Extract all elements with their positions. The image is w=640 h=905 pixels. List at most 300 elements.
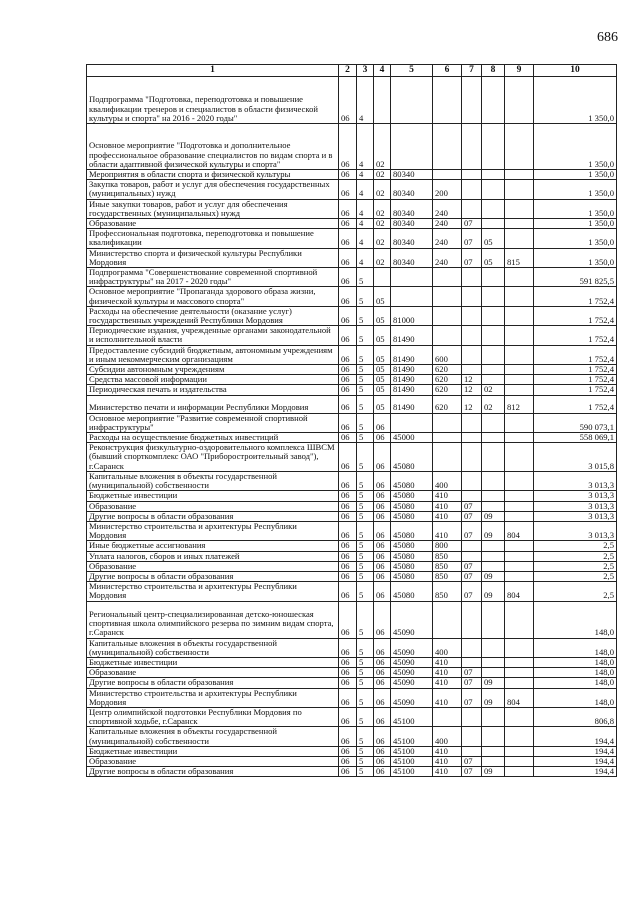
table-row bbox=[87, 582, 617, 601]
row-code-8 bbox=[482, 180, 505, 199]
table-row bbox=[87, 268, 617, 287]
row-code-4 bbox=[374, 77, 391, 124]
row-amount: 591 825,5 bbox=[534, 268, 617, 287]
row-code-5: 80340 bbox=[391, 219, 433, 229]
row-code-7 bbox=[462, 180, 482, 199]
row-code-4: 06 bbox=[374, 767, 391, 777]
row-code-7 bbox=[462, 306, 482, 325]
row-code-3: 5 bbox=[357, 746, 374, 756]
row-code-8 bbox=[482, 306, 505, 325]
row-code-8 bbox=[482, 638, 505, 657]
row-name: Основное мероприятие "Пропаганда здорового образа жизни, физической культуры и массового спорта" bbox=[87, 287, 339, 306]
row-code-8 bbox=[482, 433, 505, 443]
table-header bbox=[87, 65, 617, 77]
row-code-9 bbox=[505, 413, 534, 432]
row-code-2: 06 bbox=[339, 638, 357, 657]
table-row bbox=[87, 199, 617, 218]
table-body bbox=[87, 77, 617, 777]
row-name: Министерство спорта и физической культуры Республики Мордовия bbox=[87, 248, 339, 267]
row-code-8 bbox=[482, 471, 505, 490]
row-code-4: 02 bbox=[374, 180, 391, 199]
row-name: Расходы на осуществление бюджетных инвестиций bbox=[87, 433, 339, 443]
row-code-7: 07 bbox=[462, 668, 482, 678]
row-amount: 1 752,4 bbox=[534, 306, 617, 325]
row-name: Подпрограмма "Совершенствование современной спортивной инфраструктуры" на 2017 - 2020 годы" bbox=[87, 268, 339, 287]
row-code-8 bbox=[482, 491, 505, 501]
table-row bbox=[87, 511, 617, 521]
row-code-5: 45080 bbox=[391, 443, 433, 472]
row-code-4: 06 bbox=[374, 541, 391, 551]
row-code-6: 850 bbox=[433, 571, 462, 581]
table-row bbox=[87, 124, 617, 170]
row-name: Уплата налогов, сборов и иных платежей bbox=[87, 551, 339, 561]
row-code-4: 06 bbox=[374, 746, 391, 756]
row-code-3: 5 bbox=[357, 756, 374, 766]
row-code-2: 06 bbox=[339, 413, 357, 432]
row-amount: 3 013,3 bbox=[534, 521, 617, 540]
row-code-6: 410 bbox=[433, 657, 462, 667]
row-code-5: 80340 bbox=[391, 180, 433, 199]
row-code-7: 07 bbox=[462, 248, 482, 267]
row-code-2: 06 bbox=[339, 248, 357, 267]
table-row bbox=[87, 688, 617, 707]
row-name: Образование bbox=[87, 501, 339, 511]
row-amount: 1 350,0 bbox=[534, 170, 617, 180]
row-code-5 bbox=[391, 287, 433, 306]
row-code-7: 07 bbox=[462, 229, 482, 248]
row-code-4: 05 bbox=[374, 306, 391, 325]
row-amount: 1 350,0 bbox=[534, 124, 617, 170]
row-code-8 bbox=[482, 413, 505, 432]
table-row bbox=[87, 541, 617, 551]
row-code-7: 12 bbox=[462, 385, 482, 395]
row-code-5 bbox=[391, 124, 433, 170]
row-code-6 bbox=[433, 306, 462, 325]
row-code-2: 06 bbox=[339, 375, 357, 385]
row-code-7: 07 bbox=[462, 756, 482, 766]
row-code-7 bbox=[462, 551, 482, 561]
row-code-6: 410 bbox=[433, 501, 462, 511]
row-code-7: 07 bbox=[462, 501, 482, 511]
row-code-3: 5 bbox=[357, 521, 374, 540]
row-code-5: 45080 bbox=[391, 491, 433, 501]
row-code-2: 06 bbox=[339, 521, 357, 540]
row-amount: 194,4 bbox=[534, 727, 617, 746]
row-code-2: 06 bbox=[339, 571, 357, 581]
row-code-3: 5 bbox=[357, 638, 374, 657]
row-code-6: 410 bbox=[433, 521, 462, 540]
row-code-4: 06 bbox=[374, 688, 391, 707]
col-header-3: 3 bbox=[357, 65, 374, 77]
row-code-6: 400 bbox=[433, 471, 462, 490]
row-code-7: 12 bbox=[462, 395, 482, 413]
row-code-7: 07 bbox=[462, 561, 482, 571]
table-row bbox=[87, 77, 617, 124]
row-code-7 bbox=[462, 727, 482, 746]
row-code-6 bbox=[433, 443, 462, 472]
row-code-6: 410 bbox=[433, 511, 462, 521]
row-code-2: 06 bbox=[339, 180, 357, 199]
row-code-2: 06 bbox=[339, 551, 357, 561]
row-code-5: 45100 bbox=[391, 756, 433, 766]
row-name: Образование bbox=[87, 219, 339, 229]
row-code-5: 45090 bbox=[391, 668, 433, 678]
table-row bbox=[87, 433, 617, 443]
row-code-7: 07 bbox=[462, 571, 482, 581]
row-amount: 3 013,3 bbox=[534, 471, 617, 490]
table-row bbox=[87, 170, 617, 180]
row-amount: 3 013,3 bbox=[534, 491, 617, 501]
row-code-2: 06 bbox=[339, 541, 357, 551]
row-amount: 2,5 bbox=[534, 561, 617, 571]
row-code-8: 02 bbox=[482, 385, 505, 395]
table-row bbox=[87, 248, 617, 267]
row-code-4: 02 bbox=[374, 124, 391, 170]
row-name: Капитальные вложения в объекты государственной (муниципальной) собственности bbox=[87, 471, 339, 490]
row-code-9 bbox=[505, 268, 534, 287]
row-code-8: 05 bbox=[482, 229, 505, 248]
col-header-8: 8 bbox=[482, 65, 505, 77]
row-code-3: 4 bbox=[357, 77, 374, 124]
row-code-2: 06 bbox=[339, 268, 357, 287]
row-code-6: 850 bbox=[433, 561, 462, 571]
table-row bbox=[87, 365, 617, 375]
row-code-3: 5 bbox=[357, 365, 374, 375]
row-code-8 bbox=[482, 124, 505, 170]
row-code-9 bbox=[505, 180, 534, 199]
row-code-3: 5 bbox=[357, 385, 374, 395]
row-code-5: 45080 bbox=[391, 571, 433, 581]
row-code-3: 5 bbox=[357, 306, 374, 325]
row-name: Образование bbox=[87, 756, 339, 766]
row-code-8 bbox=[482, 443, 505, 472]
row-code-3: 5 bbox=[357, 433, 374, 443]
row-code-2: 06 bbox=[339, 287, 357, 306]
row-amount: 148,0 bbox=[534, 657, 617, 667]
row-code-9 bbox=[505, 668, 534, 678]
row-code-9: 815 bbox=[505, 248, 534, 267]
row-name: Другие вопросы в области образования bbox=[87, 678, 339, 688]
row-code-2: 06 bbox=[339, 668, 357, 678]
row-code-6: 240 bbox=[433, 229, 462, 248]
row-code-5: 80340 bbox=[391, 170, 433, 180]
row-code-8: 09 bbox=[482, 767, 505, 777]
row-code-4: 05 bbox=[374, 395, 391, 413]
row-code-2: 06 bbox=[339, 229, 357, 248]
row-code-9: 812 bbox=[505, 395, 534, 413]
row-code-3: 5 bbox=[357, 491, 374, 501]
row-code-3: 4 bbox=[357, 219, 374, 229]
row-code-2: 06 bbox=[339, 77, 357, 124]
row-code-9 bbox=[505, 678, 534, 688]
row-code-8 bbox=[482, 375, 505, 385]
table-row bbox=[87, 756, 617, 766]
row-code-3: 4 bbox=[357, 170, 374, 180]
row-code-9 bbox=[505, 501, 534, 511]
row-code-4: 06 bbox=[374, 668, 391, 678]
row-code-8 bbox=[482, 541, 505, 551]
row-code-5: 45100 bbox=[391, 707, 433, 726]
row-name: Региональный центр-специализированная детско-юношеская спортивная школа олимпийского резерва по зимним видам спорта, г.Саранск bbox=[87, 601, 339, 638]
row-code-4: 06 bbox=[374, 657, 391, 667]
row-code-5: 45090 bbox=[391, 688, 433, 707]
row-code-7 bbox=[462, 443, 482, 472]
row-code-4: 02 bbox=[374, 170, 391, 180]
row-code-6: 410 bbox=[433, 746, 462, 756]
row-code-3: 5 bbox=[357, 561, 374, 571]
row-code-8: 09 bbox=[482, 678, 505, 688]
table-row bbox=[87, 491, 617, 501]
row-amount: 1 752,4 bbox=[534, 395, 617, 413]
row-code-9 bbox=[505, 601, 534, 638]
row-code-9 bbox=[505, 365, 534, 375]
row-code-9 bbox=[505, 727, 534, 746]
row-amount: 194,4 bbox=[534, 767, 617, 777]
row-code-8: 09 bbox=[482, 571, 505, 581]
row-code-7 bbox=[462, 268, 482, 287]
row-code-5: 80340 bbox=[391, 248, 433, 267]
row-code-9 bbox=[505, 229, 534, 248]
row-code-5: 81490 bbox=[391, 365, 433, 375]
table-row bbox=[87, 657, 617, 667]
row-code-6: 400 bbox=[433, 638, 462, 657]
row-code-2: 06 bbox=[339, 511, 357, 521]
row-code-5: 45100 bbox=[391, 727, 433, 746]
row-name: Образование bbox=[87, 561, 339, 571]
row-code-2: 06 bbox=[339, 385, 357, 395]
row-code-7 bbox=[462, 491, 482, 501]
row-code-6 bbox=[433, 77, 462, 124]
row-code-8 bbox=[482, 170, 505, 180]
row-code-5: 45080 bbox=[391, 582, 433, 601]
row-code-5: 81000 bbox=[391, 306, 433, 325]
row-code-2: 06 bbox=[339, 345, 357, 364]
row-code-4: 06 bbox=[374, 756, 391, 766]
row-code-2: 06 bbox=[339, 170, 357, 180]
row-code-8 bbox=[482, 551, 505, 561]
row-code-9: 804 bbox=[505, 521, 534, 540]
row-code-2: 06 bbox=[339, 561, 357, 571]
table-row bbox=[87, 601, 617, 638]
row-code-5: 45080 bbox=[391, 501, 433, 511]
row-code-4: 05 bbox=[374, 375, 391, 385]
table-row bbox=[87, 345, 617, 364]
row-code-5: 45080 bbox=[391, 541, 433, 551]
row-code-9 bbox=[505, 707, 534, 726]
row-code-4: 02 bbox=[374, 248, 391, 267]
row-code-2: 06 bbox=[339, 657, 357, 667]
row-code-5: 45090 bbox=[391, 601, 433, 638]
row-code-7 bbox=[462, 345, 482, 364]
row-code-3: 5 bbox=[357, 657, 374, 667]
row-code-7: 07 bbox=[462, 688, 482, 707]
row-name: Образование bbox=[87, 668, 339, 678]
row-name: Бюджетные инвестиции bbox=[87, 491, 339, 501]
row-amount: 2,5 bbox=[534, 582, 617, 601]
col-header-9: 9 bbox=[505, 65, 534, 77]
row-code-2: 06 bbox=[339, 433, 357, 443]
row-code-5: 45080 bbox=[391, 511, 433, 521]
row-code-9 bbox=[505, 491, 534, 501]
row-name: Основное мероприятие "Подготовка и дополнительное профессиональное образование специалистов по видам спорта и в области адаптивной физической культуры и спорта" bbox=[87, 124, 339, 170]
row-name: Капитальные вложения в объекты государственной (муниципальной) собственности bbox=[87, 638, 339, 657]
row-name: Бюджетные инвестиции bbox=[87, 746, 339, 756]
row-code-5: 45100 bbox=[391, 767, 433, 777]
row-code-8 bbox=[482, 287, 505, 306]
row-code-7 bbox=[462, 601, 482, 638]
row-code-8 bbox=[482, 219, 505, 229]
table-row bbox=[87, 395, 617, 413]
row-code-9: 804 bbox=[505, 688, 534, 707]
row-amount: 2,5 bbox=[534, 541, 617, 551]
row-amount: 806,8 bbox=[534, 707, 617, 726]
row-code-9 bbox=[505, 767, 534, 777]
row-code-3: 4 bbox=[357, 248, 374, 267]
col-header-name: 1 bbox=[87, 65, 339, 77]
row-code-5: 45090 bbox=[391, 657, 433, 667]
row-code-4: 02 bbox=[374, 199, 391, 218]
row-code-3: 5 bbox=[357, 268, 374, 287]
row-code-5: 81490 bbox=[391, 375, 433, 385]
row-code-6: 620 bbox=[433, 365, 462, 375]
row-code-2: 06 bbox=[339, 746, 357, 756]
col-header-4: 4 bbox=[374, 65, 391, 77]
row-code-6: 620 bbox=[433, 385, 462, 395]
row-code-9 bbox=[505, 657, 534, 667]
row-code-8 bbox=[482, 501, 505, 511]
row-code-8: 09 bbox=[482, 521, 505, 540]
row-name: Предоставление субсидий бюджетным, автономным учреждениям и иным некоммерческим организациям bbox=[87, 345, 339, 364]
row-code-7: 07 bbox=[462, 219, 482, 229]
row-amount: 3 013,3 bbox=[534, 501, 617, 511]
row-amount: 1 752,4 bbox=[534, 365, 617, 375]
row-name: Министерство строительства и архитектуры Республики Мордовия bbox=[87, 521, 339, 540]
row-code-5: 45100 bbox=[391, 746, 433, 756]
row-code-4: 02 bbox=[374, 229, 391, 248]
row-code-3: 4 bbox=[357, 124, 374, 170]
row-code-3: 5 bbox=[357, 501, 374, 511]
row-name: Подпрограмма "Подготовка, переподготовка и повышение квалификации тренеров и специалистов в области физической культуры и спорта" на 2016 - 2020 годы" bbox=[87, 77, 339, 124]
row-code-4: 02 bbox=[374, 219, 391, 229]
col-header-6: 6 bbox=[433, 65, 462, 77]
row-code-3: 5 bbox=[357, 471, 374, 490]
row-code-7 bbox=[462, 657, 482, 667]
row-name: Центр олимпийской подготовки Республики Мордовия по спортивной ходьбе, г.Саранск bbox=[87, 707, 339, 726]
row-code-7: 07 bbox=[462, 678, 482, 688]
row-code-8 bbox=[482, 657, 505, 667]
row-amount: 1 752,4 bbox=[534, 345, 617, 364]
row-code-7 bbox=[462, 170, 482, 180]
row-name: Министерство строительства и архитектуры Республики Мордовия bbox=[87, 582, 339, 601]
row-code-9 bbox=[505, 756, 534, 766]
row-code-6: 240 bbox=[433, 199, 462, 218]
row-name: Периодические издания, учрежденные органами законодательной и исполнительной власти bbox=[87, 326, 339, 345]
row-code-3: 5 bbox=[357, 551, 374, 561]
row-amount: 148,0 bbox=[534, 678, 617, 688]
row-amount: 590 073,1 bbox=[534, 413, 617, 432]
row-name: Периодическая печать и издательства bbox=[87, 385, 339, 395]
row-code-9 bbox=[505, 551, 534, 561]
row-code-8 bbox=[482, 601, 505, 638]
row-code-3: 4 bbox=[357, 180, 374, 199]
row-amount: 1 752,4 bbox=[534, 287, 617, 306]
table-row bbox=[87, 413, 617, 432]
row-code-8 bbox=[482, 345, 505, 364]
row-code-2: 06 bbox=[339, 756, 357, 766]
col-header-5: 5 bbox=[391, 65, 433, 77]
row-code-2: 06 bbox=[339, 582, 357, 601]
row-code-3: 5 bbox=[357, 767, 374, 777]
row-amount: 2,5 bbox=[534, 551, 617, 561]
row-code-6: 410 bbox=[433, 678, 462, 688]
row-code-4: 06 bbox=[374, 501, 391, 511]
row-code-2: 06 bbox=[339, 365, 357, 375]
row-code-5: 45080 bbox=[391, 471, 433, 490]
table-row bbox=[87, 229, 617, 248]
row-name: Расходы на обеспечение деятельности (оказание услуг) государственных учреждений Республики Мордовия bbox=[87, 306, 339, 325]
table-row bbox=[87, 521, 617, 540]
row-code-2: 06 bbox=[339, 124, 357, 170]
row-name: Реконструкция физкультурно-оздоровительного комплекса ШВСМ (бывший спорткомплекс ОАО "Приборостроительный завод"), г.Саранск bbox=[87, 443, 339, 472]
page-number: 686 bbox=[597, 30, 618, 45]
row-name: Профессиональная подготовка, переподготовка и повышение квалификации bbox=[87, 229, 339, 248]
row-code-7 bbox=[462, 541, 482, 551]
row-code-5: 80340 bbox=[391, 199, 433, 218]
row-code-2: 06 bbox=[339, 219, 357, 229]
row-code-9 bbox=[505, 345, 534, 364]
row-code-6 bbox=[433, 601, 462, 638]
row-code-5 bbox=[391, 413, 433, 432]
row-code-5 bbox=[391, 268, 433, 287]
row-amount: 1 350,0 bbox=[534, 229, 617, 248]
row-code-3: 4 bbox=[357, 199, 374, 218]
row-code-4: 06 bbox=[374, 727, 391, 746]
row-code-4: 05 bbox=[374, 326, 391, 345]
row-code-6: 410 bbox=[433, 756, 462, 766]
table-row bbox=[87, 707, 617, 726]
row-code-6: 800 bbox=[433, 541, 462, 551]
row-code-8 bbox=[482, 668, 505, 678]
row-code-3: 5 bbox=[357, 678, 374, 688]
row-code-9 bbox=[505, 443, 534, 472]
row-code-3: 5 bbox=[357, 395, 374, 413]
row-code-9 bbox=[505, 433, 534, 443]
row-code-8: 02 bbox=[482, 395, 505, 413]
row-code-8 bbox=[482, 365, 505, 375]
table-row bbox=[87, 678, 617, 688]
row-code-4: 06 bbox=[374, 511, 391, 521]
row-code-9 bbox=[505, 219, 534, 229]
row-code-2: 06 bbox=[339, 471, 357, 490]
row-amount: 194,4 bbox=[534, 756, 617, 766]
row-code-2: 06 bbox=[339, 501, 357, 511]
row-code-6: 620 bbox=[433, 395, 462, 413]
row-code-6 bbox=[433, 413, 462, 432]
row-code-9 bbox=[505, 199, 534, 218]
row-code-4: 06 bbox=[374, 551, 391, 561]
row-name: Министерство строительства и архитектуры Республики Мордовия bbox=[87, 688, 339, 707]
row-code-8 bbox=[482, 268, 505, 287]
table-row bbox=[87, 638, 617, 657]
row-code-7: 07 bbox=[462, 521, 482, 540]
row-code-3: 5 bbox=[357, 443, 374, 472]
table-row bbox=[87, 306, 617, 325]
row-amount: 2,5 bbox=[534, 571, 617, 581]
row-code-6 bbox=[433, 326, 462, 345]
row-name: Закупка товаров, работ и услуг для обеспечения государственных (муниципальных) нужд bbox=[87, 180, 339, 199]
table-row bbox=[87, 443, 617, 472]
row-code-4: 06 bbox=[374, 707, 391, 726]
